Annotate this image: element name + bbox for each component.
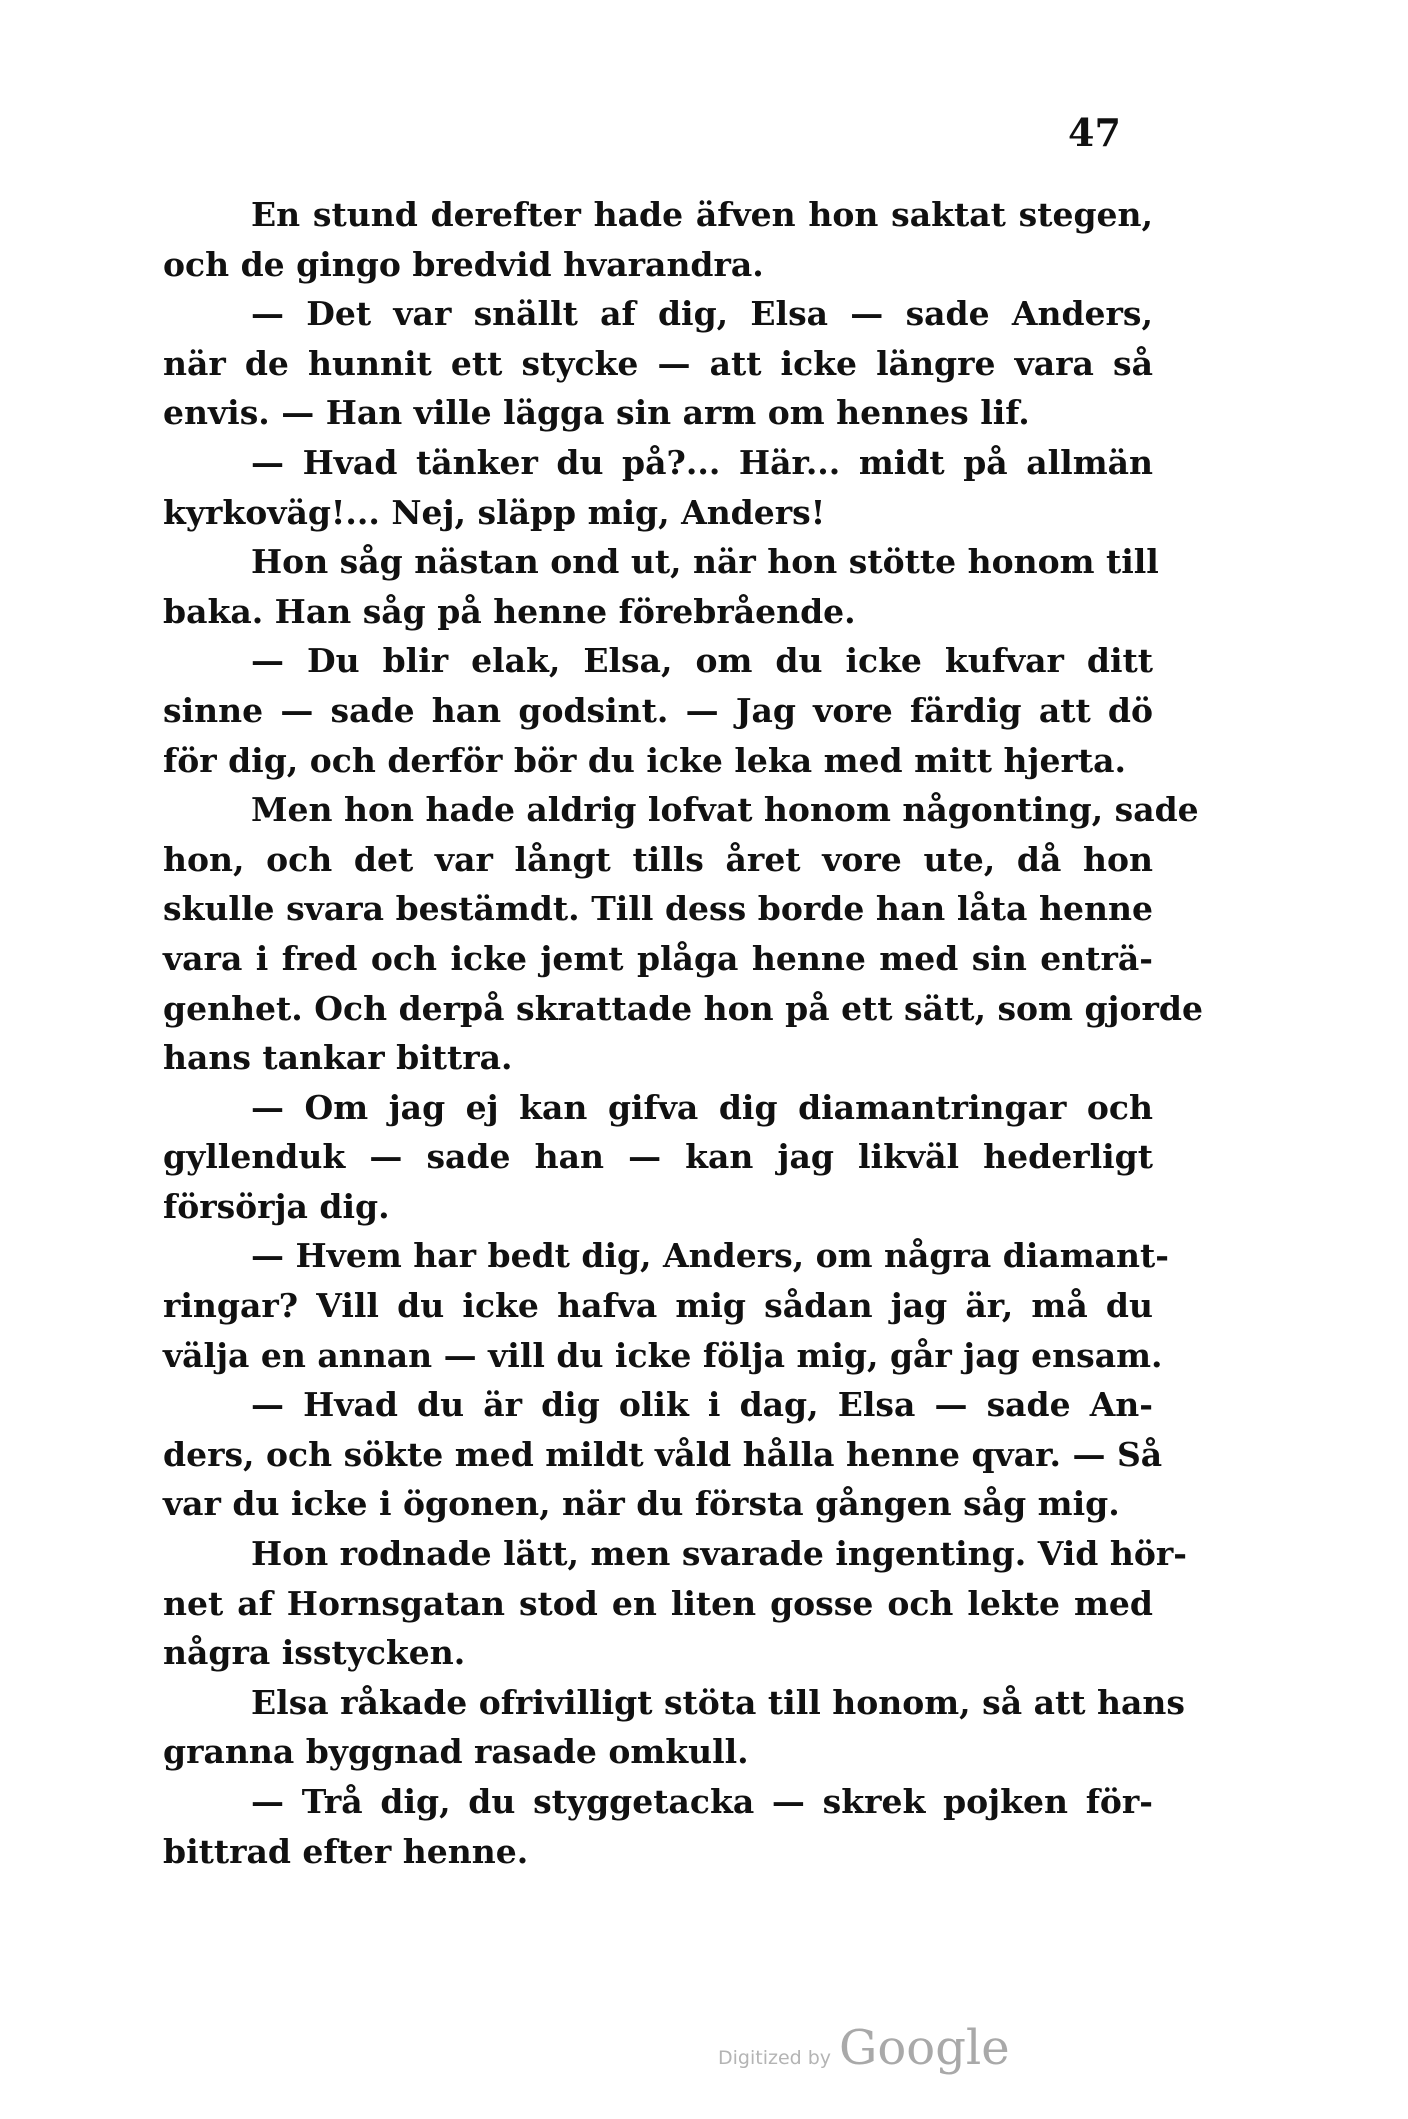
text-line: — Du blir elak, Elsa, om du icke kufvar ditt [251,641,1153,681]
text-line: skulle svara bestämdt. Till dess borde han låta henne [163,889,1153,929]
text-line: Hon såg nästan ond ut, när hon stötte honom till [251,542,1159,582]
text-line: gyllenduk — sade han — kan jag likväl hederligt [163,1137,1153,1177]
text-line: vara i fred och icke jemt plåga henne med sin enträ- [163,938,1153,978]
text-line: Men hon hade aldrig lofvat honom någonting, sade [251,790,1199,830]
text-line: granna byggnad rasade omkull. [163,1732,749,1772]
text-line: sinne — sade han godsint. — Jag vore färdig att dö [163,690,1153,730]
text-line: var du icke i ögonen, när du första gången såg mig. [163,1484,1120,1524]
google-logo: Google [839,2020,1010,2076]
page-number: 47 [1068,110,1121,155]
text-line: hans tankar bittra. [163,1038,513,1078]
text-line: välja en annan — vill du icke följa mig, går jag ensam. [163,1335,1163,1375]
text-line: genhet. Och derpå skrattade hon på ett sätt, som gjorde [163,988,1203,1028]
text-line: några isstycken. [163,1633,466,1673]
text-line: ders, och sökte med mildt våld hålla henne qvar. — Så [163,1434,1163,1474]
text-line: — Hvad du är dig olik i dag, Elsa — sade An- [251,1385,1153,1425]
text-line: envis. — Han ville lägga sin arm om hennes lif. [163,393,1030,433]
text-line: när de hunnit ett stycke — att icke längre vara så [163,343,1153,383]
text-line: bittrad efter henne. [163,1831,529,1871]
text-line: och de gingo bredvid hvarandra. [163,244,764,284]
text-line: En stund derefter hade äfven hon saktat stegen, [251,195,1153,234]
text-line: baka. Han såg på henne förebrående. [163,591,856,631]
digitization-watermark [718,2020,1010,2076]
text-line: försörja dig. [163,1186,390,1226]
text-line: Elsa råkade ofrivilligt stöta till honom, så att hans [251,1682,1185,1722]
text-line: — Det var snällt af dig, Elsa — sade Anders, [251,294,1153,334]
text-line: — Hvad tänker du på?... Här... midt på allmän [251,442,1153,482]
text-line: Hon rodnade lätt, men svarade ingenting. Vid hör- [251,1534,1187,1574]
text-line: — Om jag ej kan gifva dig diamantringar och [251,1087,1153,1127]
text-line: hon, och det var långt tills året vore ute, då hon [163,839,1153,879]
text-line: ringar? Vill du icke hafva mig sådan jag är, må du [163,1286,1153,1326]
watermark-prefix: Digitized by [718,2047,832,2069]
body-text [163,190,1203,1876]
text-line: kyrkoväg!... Nej, släpp mig, Anders! [163,492,826,532]
text-line: för dig, och derför bör du icke leka med mitt hjerta. [163,740,1126,780]
text-line: — Trå dig, du styggetacka — skrek pojken för- [251,1782,1153,1821]
text-line: — Hvem har bedt dig, Anders, om några diamant- [251,1236,1169,1276]
text-line: net af Hornsgatan stod en liten gosse och lekte med [163,1583,1153,1623]
